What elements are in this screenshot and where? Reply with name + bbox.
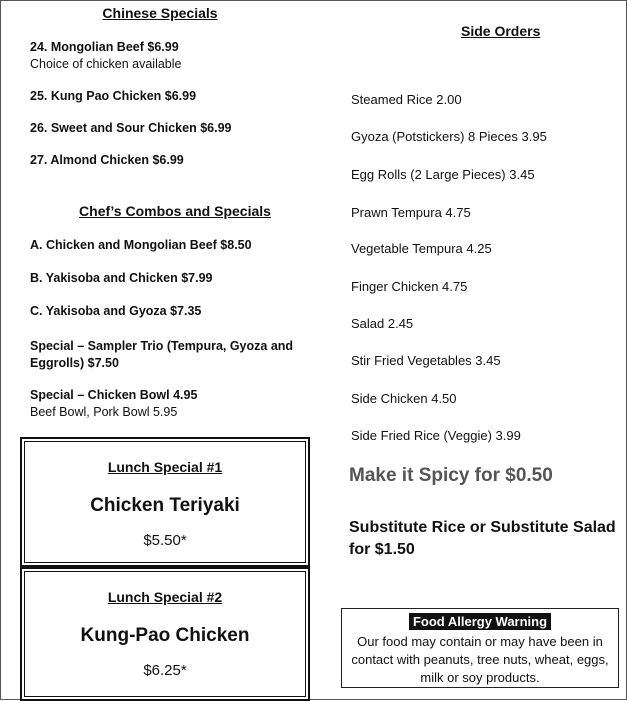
lunch-special-heading: Lunch Special #2 — [107, 589, 223, 605]
side-order-item: Side Chicken 4.50 — [351, 391, 457, 406]
menu-item — [30, 270, 213, 287]
side-order-item: Stir Fried Vegetables 3.45 — [351, 353, 501, 368]
menu-item — [30, 237, 252, 254]
menu-item-name: C. Yakisoba and Gyoza $7.35 — [30, 304, 202, 318]
lunch-special-heading: Lunch Special #1 — [107, 459, 223, 475]
menu-item-name: 27. Almond Chicken $6.99 — [30, 153, 184, 167]
menu-item — [30, 88, 196, 105]
side-orders-title: Side Orders — [461, 23, 541, 39]
menu-item — [30, 303, 201, 320]
side-order-item: Salad 2.45 — [351, 316, 414, 331]
side-order-item: Gyoza (Potstickers) 8 Pieces 3.95 — [351, 129, 547, 144]
lunch-special-dish: Chicken Teriyaki — [90, 495, 240, 516]
menu-item — [30, 338, 295, 372]
menu-item-name: Special – Sampler Trio (Tempura, Gyoza and Eggrolls) $7.50 — [30, 339, 294, 370]
menu-item-name: Special – Chicken Bowl 4.95 — [30, 388, 198, 402]
side-order-item: Prawn Tempura 4.75 — [351, 205, 471, 220]
menu-item-note: Beef Bowl, Pork Bowl 5.95 — [30, 405, 178, 419]
left-column — [1, 1, 319, 701]
menu-item-name: 25. Kung Pao Chicken $6.99 — [30, 89, 197, 103]
lunch-special-box — [20, 567, 310, 701]
food-allergy-warning — [341, 608, 619, 688]
lunch-special-price: $6.25* — [143, 662, 187, 679]
chefs-combos-title: Chef’s Combos and Specials — [79, 203, 271, 219]
allergy-text: Our food may contain or may have been in contact with peanuts, tree nuts, wheat, eggs, milk or soy products. — [351, 634, 609, 685]
side-order-item: Side Fried Rice (Veggie) 3.99 — [351, 428, 521, 443]
menu-item — [30, 152, 184, 169]
side-order-item: Egg Rolls (2 Large Pieces) 3.45 — [351, 167, 535, 182]
menu-item-name: 24. Mongolian Beef $6.99 — [30, 40, 179, 54]
lunch-special-dish: Kung-Pao Chicken — [80, 625, 250, 646]
menu-item-name: 26. Sweet and Sour Chicken $6.99 — [30, 121, 232, 135]
menu-item — [30, 120, 231, 137]
menu-item — [30, 39, 181, 73]
menu-item-name: B. Yakisoba and Chicken $7.99 — [30, 271, 213, 285]
side-order-item: Steamed Rice 2.00 — [351, 92, 462, 107]
side-order-item: Vegetable Tempura 4.25 — [351, 241, 492, 256]
menu-item-name: A. Chicken and Mongolian Beef $8.50 — [30, 238, 252, 252]
allergy-title: Food Allergy Warning — [409, 613, 551, 630]
spicy-note: Make it Spicy for $0.50 — [349, 465, 553, 486]
right-column — [331, 1, 627, 701]
lunch-special-price: $5.50* — [143, 532, 187, 549]
side-order-item: Finger Chicken 4.75 — [351, 279, 468, 294]
chinese-specials-title: Chinese Specials — [102, 5, 218, 21]
substitute-note: Substitute Rice or Substitute Salad for $1.50 — [349, 519, 616, 558]
lunch-special-box — [20, 437, 310, 567]
menu-item — [30, 387, 197, 421]
menu-item-note: Choice of chicken available — [30, 57, 182, 71]
